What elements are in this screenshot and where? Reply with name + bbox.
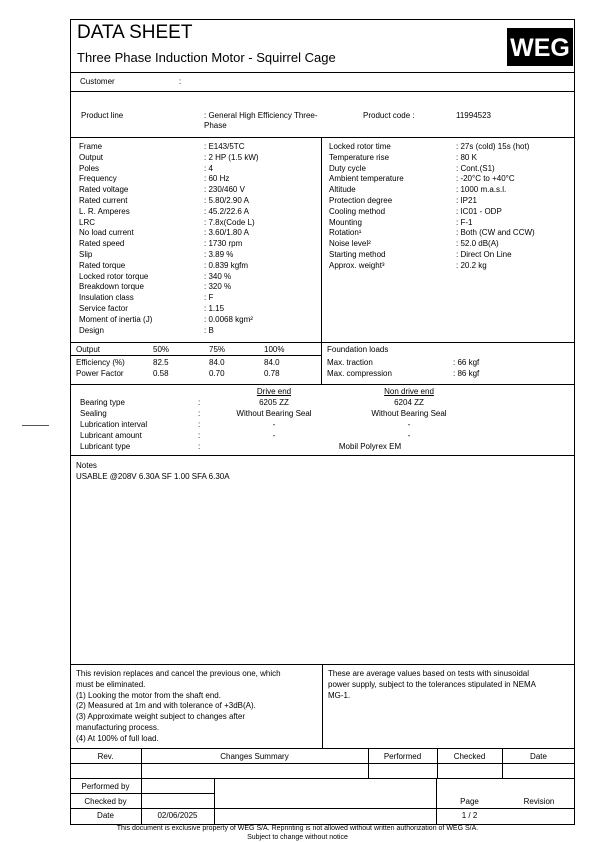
spec-left-value: : 320 % bbox=[204, 282, 232, 292]
spec-right-value: : Direct On Line bbox=[456, 250, 512, 259]
bearing-row-drive-end: 6205 ZZ bbox=[259, 398, 289, 407]
efficiency-50: 82.5 bbox=[153, 358, 169, 367]
drive-end-header: Drive end bbox=[256, 387, 292, 396]
max-compression-value: : 86 kgf bbox=[453, 369, 480, 378]
page-label: Page bbox=[460, 797, 479, 806]
bearing-row-drive-end: - bbox=[272, 420, 276, 429]
bearing-row-non-drive-end: 6204 ZZ bbox=[394, 398, 424, 407]
spec-right-value: : IC01 - ODP bbox=[456, 206, 502, 216]
spec-right-value: : Both (CW and CCW) bbox=[456, 228, 535, 238]
footer-line-1: This document is exclusive property of WEG S/A. Reprinting is not allowed without written authorization of WEG S/A. bbox=[116, 825, 479, 832]
power-factor-50: 0.58 bbox=[153, 369, 169, 378]
bearing-row-colon: : bbox=[198, 431, 201, 440]
spec-left-value: : 0.0068 kgm² bbox=[204, 314, 253, 324]
footnote-right-line: MG-1. bbox=[328, 690, 351, 700]
spec-left-label: Rated voltage bbox=[79, 185, 129, 195]
spec-left-label: Insulation class bbox=[79, 293, 134, 303]
notes-title: Notes bbox=[76, 461, 97, 470]
load-header-75: 75% bbox=[209, 345, 226, 354]
spec-left-value: : B bbox=[204, 325, 214, 335]
product-code-value: 11994523 bbox=[456, 111, 491, 120]
spec-left-label: Design bbox=[79, 325, 104, 335]
bearing-row-label: Sealing bbox=[80, 409, 107, 418]
efficiency-100: 84.0 bbox=[264, 358, 280, 367]
footnote-left-line: must be eliminated. bbox=[76, 679, 146, 689]
date-value: 02/06/2025 bbox=[157, 811, 198, 820]
footnote-left-line: (3) Approximate weight subject to changes after bbox=[76, 712, 245, 722]
bearing-row-label: Lubrication interval bbox=[80, 420, 148, 429]
lubricant-type-label: Lubricant type bbox=[80, 442, 131, 451]
spec-left-label: Slip bbox=[79, 250, 93, 259]
page-value: 1 / 2 bbox=[461, 811, 478, 820]
power-factor-100: 0.78 bbox=[264, 369, 280, 378]
product-line-value-cont: Phase bbox=[204, 121, 227, 130]
spec-left-value: : 1730 rpm bbox=[204, 239, 243, 249]
efficiency-75: 84.0 bbox=[209, 358, 225, 367]
bearing-row-colon: : bbox=[198, 420, 201, 429]
load-header-50: 50% bbox=[153, 345, 170, 354]
footnote-left-line: manufacturing process. bbox=[76, 723, 160, 732]
checked-header: Checked bbox=[453, 752, 486, 761]
spec-left-value: : 5.80/2.90 A bbox=[204, 196, 249, 205]
spec-right-label: Starting method bbox=[329, 250, 386, 259]
spec-right-value: : -20°C to +40°C bbox=[456, 174, 515, 184]
bearing-row-colon: : bbox=[198, 398, 201, 407]
bearing-row-label: Bearing type bbox=[80, 398, 125, 407]
spec-left-label: Moment of inertia (J) bbox=[79, 314, 153, 324]
footnote-right-line: power supply, subject to the tolerances stipulated in NEMA bbox=[328, 679, 536, 689]
spec-left-value: : 60 Hz bbox=[204, 174, 230, 184]
spec-right-value: : Cont.(S1) bbox=[456, 163, 495, 173]
bearing-row-colon: : bbox=[198, 409, 201, 418]
changes-summary-header: Changes Summary bbox=[220, 752, 289, 761]
max-traction-value: : 66 kgf bbox=[453, 358, 480, 367]
performed-by-label: Performed by bbox=[81, 782, 130, 791]
checked-by-label: Checked by bbox=[84, 797, 127, 806]
efficiency-label: Efficiency (%) bbox=[76, 358, 125, 367]
bearing-row-non-drive-end: Without Bearing Seal bbox=[371, 409, 447, 418]
spec-left-value: : 3.60/1.80 A bbox=[204, 228, 249, 238]
logo-text: WEG bbox=[510, 34, 570, 62]
max-traction-label: Max. traction bbox=[327, 358, 373, 367]
margin-mark bbox=[22, 425, 49, 426]
spec-right-value: : 20.2 kg bbox=[456, 260, 487, 270]
spec-left-value: : 4 bbox=[204, 163, 213, 173]
bearing-row-drive-end: - bbox=[272, 431, 276, 440]
footnote-left-line: (1) Looking the motor from the shaft end. bbox=[76, 690, 221, 700]
spec-right-value: : 27s (cold) 15s (hot) bbox=[456, 142, 530, 151]
spec-right-label: Altitude bbox=[329, 185, 356, 195]
power-factor-label: Power Factor bbox=[76, 369, 124, 378]
spec-left-label: Rated torque bbox=[79, 260, 126, 270]
notes-text: USABLE @208V 6.30A SF 1.00 SFA 6.30A bbox=[76, 472, 230, 481]
spec-right-label: Mounting bbox=[329, 217, 362, 227]
spec-left-label: Output bbox=[79, 152, 104, 162]
revision-label: Revision bbox=[523, 797, 555, 806]
spec-left-value: : E143/5TC bbox=[204, 142, 245, 151]
spec-right-label: Rotation¹ bbox=[329, 228, 362, 238]
spec-right-value: : F-1 bbox=[456, 217, 473, 227]
footnote-left-line: (4) At 100% of full load. bbox=[76, 733, 159, 743]
spec-left-label: No load current bbox=[79, 228, 134, 238]
spec-left-value: : F bbox=[204, 293, 214, 303]
footer-line-2: Subject to change without notice bbox=[247, 834, 348, 841]
spec-right-label: Ambient temperature bbox=[329, 174, 404, 184]
footnote-left-line: This revision replaces and cancel the previous one, which bbox=[76, 669, 281, 678]
load-header-100: 100% bbox=[264, 345, 285, 354]
spec-left-value: : 7.8x(Code L) bbox=[204, 217, 255, 227]
weg-logo bbox=[507, 28, 573, 66]
foundation-title: Foundation loads bbox=[327, 345, 389, 354]
spec-left-label: Poles bbox=[79, 163, 100, 173]
spec-right-value: : 52.0 dB(A) bbox=[456, 239, 499, 249]
footnote-right-line: These are average values based on tests with sinusoidal bbox=[328, 669, 530, 678]
spec-right-label: Cooling method bbox=[329, 206, 386, 216]
spec-right-label: Noise level² bbox=[329, 239, 371, 249]
spec-right-label: Temperature rise bbox=[329, 152, 390, 162]
spec-right-value: : 1000 m.a.s.l. bbox=[456, 185, 507, 195]
date-header: Date bbox=[530, 752, 547, 761]
bearing-row-label: Lubricant amount bbox=[80, 431, 142, 440]
spec-left-value: : 3.89 % bbox=[204, 250, 234, 259]
spec-left-label: Breakdown torque bbox=[79, 282, 144, 292]
spec-left-value: : 45.2/22.6 A bbox=[204, 206, 249, 216]
bearing-row-drive-end: Without Bearing Seal bbox=[236, 409, 312, 418]
spec-left-value: : 1.15 bbox=[204, 304, 225, 313]
page-title: DATA SHEET bbox=[77, 22, 193, 43]
spec-left-label: Rated speed bbox=[79, 239, 125, 249]
spec-left-label: Service factor bbox=[79, 304, 128, 313]
spec-right-value: : 80 K bbox=[456, 152, 477, 162]
customer-label: Customer bbox=[80, 77, 115, 86]
product-code-label: Product code : bbox=[363, 111, 415, 120]
product-line-value: : General High Efficiency Three- bbox=[204, 111, 318, 120]
date-label: Date bbox=[97, 811, 114, 820]
spec-left-label: Locked rotor torque bbox=[79, 271, 149, 281]
spec-right-value: : IP21 bbox=[456, 196, 477, 205]
rev-header: Rev. bbox=[97, 752, 114, 761]
spec-left-label: Rated current bbox=[79, 196, 128, 205]
bearing-row-non-drive-end: - bbox=[407, 420, 411, 429]
spec-left-label: Frequency bbox=[79, 174, 117, 184]
lubricant-type-value: Mobil Polyrex EM bbox=[338, 442, 402, 451]
spec-left-label: Frame bbox=[79, 142, 103, 151]
page-subtitle: Three Phase Induction Motor - Squirrel Cage bbox=[77, 50, 336, 65]
product-line-label: Product line bbox=[81, 111, 124, 120]
spec-left-value: : 0.839 kgfm bbox=[204, 260, 249, 270]
spec-left-value: : 230/460 V bbox=[204, 185, 245, 195]
spec-left-value: : 2 HP (1.5 kW) bbox=[204, 152, 259, 162]
spec-right-label: Protection degree bbox=[329, 196, 393, 205]
lubricant-type-colon: : bbox=[198, 442, 201, 451]
spec-right-label: Approx. weight³ bbox=[329, 260, 385, 270]
spec-left-value: : 340 % bbox=[204, 271, 232, 281]
spec-right-label: Locked rotor time bbox=[329, 142, 391, 151]
spec-left-label: L. R. Amperes bbox=[79, 206, 130, 216]
spec-left-label: LRC bbox=[79, 217, 96, 227]
customer-colon: : bbox=[179, 77, 182, 86]
power-factor-75: 0.70 bbox=[209, 369, 225, 378]
max-compression-label: Max. compression bbox=[327, 369, 392, 378]
performed-header: Performed bbox=[383, 752, 422, 761]
spec-right-label: Duty cycle bbox=[329, 163, 366, 173]
load-header-output: Output bbox=[76, 345, 101, 354]
non-drive-end-header: Non drive end bbox=[384, 387, 434, 396]
bearing-row-non-drive-end: - bbox=[407, 431, 411, 440]
footnote-left-line: (2) Measured at 1m and with tolerance of +3dB(A). bbox=[76, 701, 256, 711]
